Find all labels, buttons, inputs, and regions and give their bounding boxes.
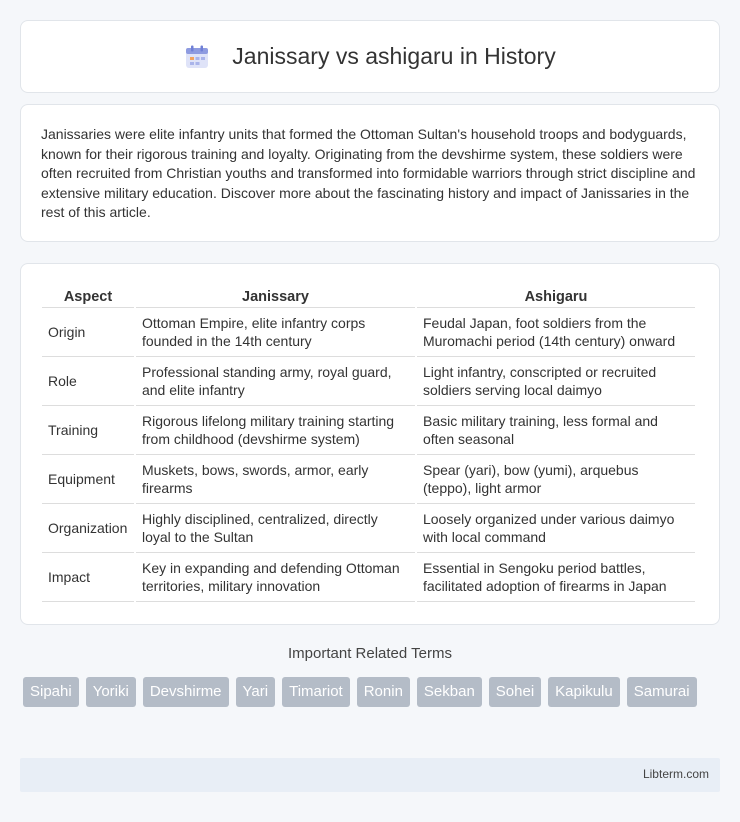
aspect-cell: Role: [42, 357, 134, 406]
janissary-cell: Muskets, bows, swords, armor, early firearms: [136, 455, 415, 504]
related-term-tag[interactable]: Samurai: [627, 677, 697, 707]
janissary-cell: Professional standing army, royal guard, and elite infantry: [136, 357, 415, 406]
related-term-tag[interactable]: Yari: [236, 677, 276, 707]
ashigaru-cell: Feudal Japan, foot soldiers from the Muromachi period (14th century) onward: [417, 308, 695, 357]
title-card: [20, 20, 720, 93]
aspect-cell: Impact: [42, 553, 134, 602]
intro-text: Janissaries were elite infantry units that formed the Ottoman Sultan's household troops and bodyguards, known for their rigorous training and loyalty. Originating from the devshirme system, these soldiers were often recruited from Christian youths and transformed into formidable warriors through strict discipline and extensive military education. Discover more about the fascinating history and impact of Janissaries in the rest of this article.: [41, 126, 696, 220]
janissary-cell: Highly disciplined, centralized, directly loyal to the Sultan: [136, 504, 415, 553]
related-term-tag[interactable]: Kapikulu: [548, 677, 620, 707]
ashigaru-cell: Essential in Sengoku period battles, facilitated adoption of firearms in Japan: [417, 553, 695, 602]
table-row: [42, 553, 695, 602]
aspect-cell: Origin: [42, 308, 134, 357]
calendar-icon: [184, 44, 210, 70]
intro-card: [20, 104, 720, 242]
ashigaru-cell: Basic military training, less formal and often seasonal: [417, 406, 695, 455]
aspect-cell: Training: [42, 406, 134, 455]
related-term-tag[interactable]: Sipahi: [23, 677, 79, 707]
table-header-row: [42, 284, 695, 308]
aspect-cell: Equipment: [42, 455, 134, 504]
header-aspect: Aspect: [42, 284, 134, 308]
aspect-cell: Organization: [42, 504, 134, 553]
header-janissary: Janissary: [136, 284, 415, 308]
related-term-tag[interactable]: Ronin: [357, 677, 410, 707]
table-row: [42, 308, 695, 357]
janissary-cell: Ottoman Empire, elite infantry corps founded in the 14th century: [136, 308, 415, 357]
header-ashigaru: Ashigaru: [417, 284, 695, 308]
comparison-card: [20, 263, 720, 625]
related-terms-title: Important Related Terms: [288, 645, 452, 662]
janissary-cell: Rigorous lifelong military training starting from childhood (devshirme system): [136, 406, 415, 455]
related-term-tag[interactable]: Timariot: [282, 677, 350, 707]
janissary-cell: Key in expanding and defending Ottoman territories, military innovation: [136, 553, 415, 602]
related-term-tag[interactable]: Devshirme: [143, 677, 229, 707]
ashigaru-cell: Loosely organized under various daimyo with local command: [417, 504, 695, 553]
related-term-tag[interactable]: Sohei: [489, 677, 541, 707]
page-title: Janissary vs ashigaru in History: [232, 43, 556, 69]
table-row: [42, 406, 695, 455]
ashigaru-cell: Spear (yari), bow (yumi), arquebus (teppo), light armor: [417, 455, 695, 504]
related-term-tag[interactable]: Sekban: [417, 677, 482, 707]
table-row: [42, 357, 695, 406]
footer-site-link[interactable]: Libterm.com: [642, 767, 709, 781]
footer: [20, 758, 720, 792]
comparison-table: [40, 284, 697, 602]
related-terms-list: [23, 677, 713, 707]
related-term-tag[interactable]: Yoriki: [86, 677, 136, 707]
table-row: [42, 455, 695, 504]
table-row: [42, 504, 695, 553]
ashigaru-cell: Light infantry, conscripted or recruited soldiers serving local daimyo: [417, 357, 695, 406]
